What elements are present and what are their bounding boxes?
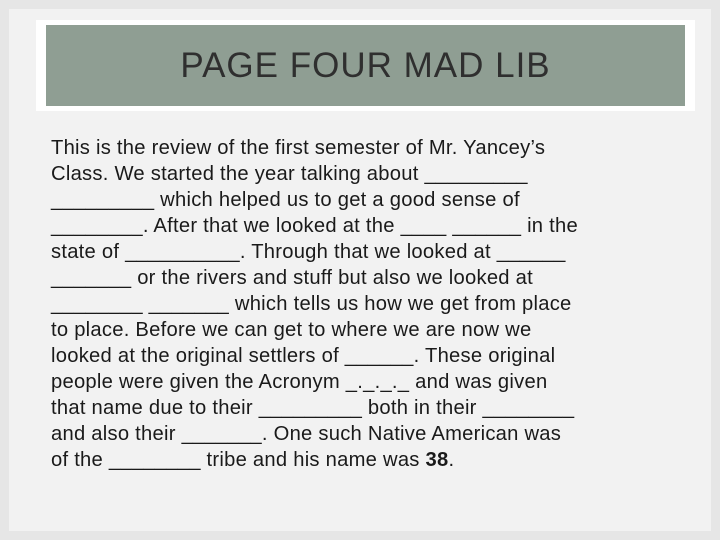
last-line-suffix: . [448, 449, 455, 471]
last-line-number: 38 [425, 449, 449, 471]
mad-lib-paragraph [51, 135, 673, 473]
paragraph-line: This is the review of the first semester of Mr. Yancey’s [51, 137, 546, 159]
paragraph-line: state of __________. Through that we looked at ______ [51, 241, 566, 263]
paragraph-last-line [51, 447, 673, 473]
paragraph-line: people were given the Acronym _._._._ and was given [51, 371, 548, 393]
paragraph-line: Class. We started the year talking about _________ [51, 163, 528, 185]
title-band [36, 20, 695, 111]
paragraph-line: looked at the original settlers of ______. These original [51, 345, 556, 367]
paragraph-line: _________ which helped us to get a good sense of [51, 189, 520, 211]
slide-title: PAGE FOUR MAD LIB [180, 45, 551, 85]
paragraph-line: ________. After that we looked at the ____ ______ in the [51, 215, 578, 237]
paragraph-line: _______ or the rivers and stuff but also we looked at [51, 267, 533, 289]
paragraph-line: to place. Before we can get to where we are now we [51, 319, 532, 341]
slide [9, 9, 711, 531]
paragraph-line: that name due to their _________ both in their ________ [51, 397, 575, 419]
title-box [46, 25, 685, 106]
paragraph-line: ________ _______ which tells us how we get from place [51, 293, 572, 315]
last-line-prefix: of the ________ tribe and his name was [51, 449, 426, 471]
paragraph-line: and also their _______. One such Native American was [51, 423, 562, 445]
